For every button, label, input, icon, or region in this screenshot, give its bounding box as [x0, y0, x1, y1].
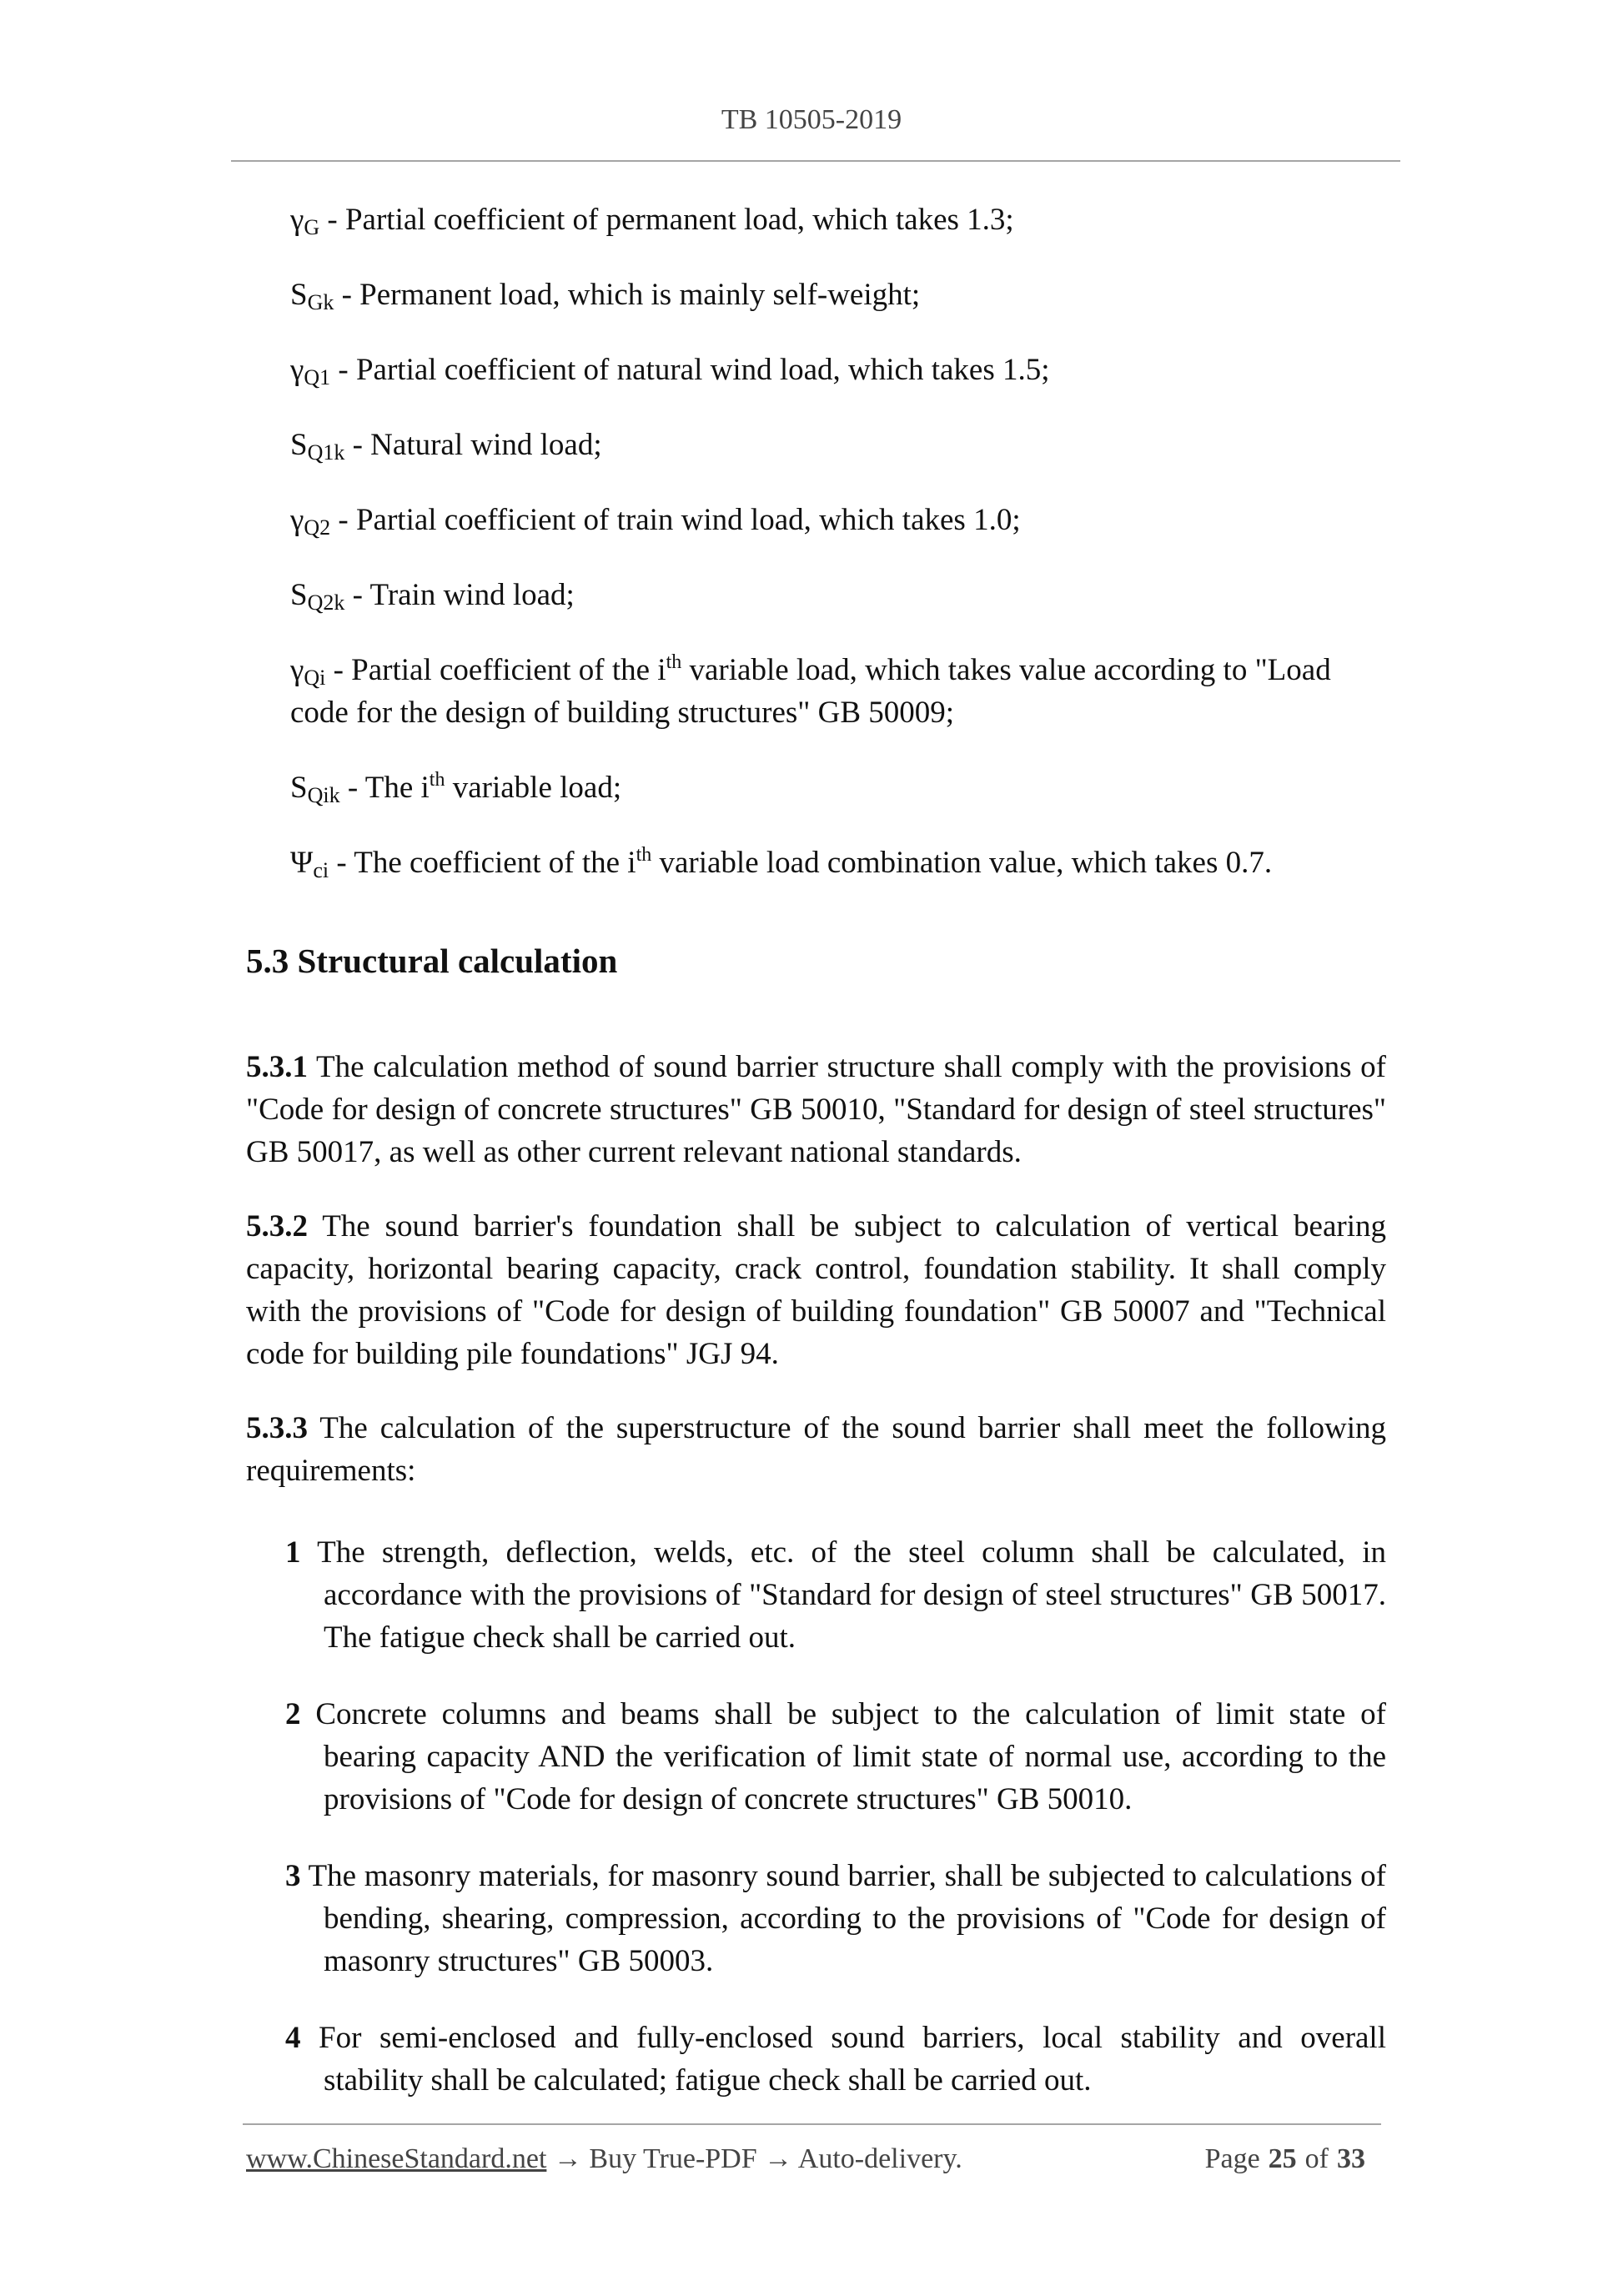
symbol-subscript: Q2	[304, 515, 331, 540]
symbol-subscript: Qi	[304, 666, 326, 690]
definition-item	[290, 649, 1388, 734]
clause-text: The calculation method of sound barrier structure shall comply with the provisions of "Code for design of concrete structures" GB 50010, "Standard for design of steel structures" GB 50017, as well as other current relevant national standards.	[246, 1050, 1386, 1169]
item-text: The masonry materials, for masonry sound barrier, shall be subjected to calculations of bending, shearing, compression, according to the provisions of "Code for design of masonry structures" GB 50003.	[300, 1859, 1386, 1978]
page-indicator	[1205, 2143, 1374, 2175]
list-item	[285, 2017, 1386, 2102]
symbol: S	[290, 771, 308, 805]
symbol: γ	[290, 503, 304, 537]
definition-text: - Partial coefficient of the i	[325, 653, 666, 687]
clauses	[246, 1046, 1386, 1524]
definition-text: - Permanent load, which is mainly self-weight;	[334, 278, 921, 312]
clause-number: 5.3.2	[246, 1209, 308, 1243]
page-label: Page	[1204, 2143, 1260, 2174]
page-total: 33	[1337, 2143, 1365, 2174]
of-label: of	[1304, 2143, 1329, 2174]
list-item	[285, 1855, 1386, 1982]
item-text: Concrete columns and beams shall be subject to the calculation of limit state of bearing capacity AND the verification of limit state of normal use, according to the provisions of "Code for design of concrete structures" GB 50010.	[300, 1697, 1386, 1816]
definition-text: - The i	[339, 771, 430, 805]
definition-text: - Train wind load;	[344, 578, 575, 612]
definition-text: - Natural wind load;	[344, 428, 602, 462]
clause-text: The sound barrier's foundation shall be subject to calculation of vertical bearing capacity, horizontal bearing capacity, crack control, foundation stability. It shall comply with the provisions of "Code for design of building foundation" GB 50007 and "Technical code for building pile foundations" JGJ 94.	[246, 1209, 1386, 1371]
clause-5-3-2	[246, 1205, 1386, 1375]
site-link[interactable]: www.ChineseStandard.net	[246, 2143, 547, 2174]
symbol: Ψ	[290, 846, 314, 880]
definition-text: - Partial coefficient of natural wind load, which takes 1.5;	[330, 353, 1050, 387]
clause-5-3-1	[246, 1046, 1386, 1173]
clause-text: The calculation of the superstructure of the sound barrier shall meet the following requirements:	[246, 1411, 1386, 1488]
item-number: 1	[285, 1535, 301, 1570]
page-current: 25	[1268, 2143, 1297, 2174]
symbol-subscript: G	[304, 215, 320, 239]
arrow-right-icon: →	[756, 2143, 798, 2174]
list-item	[285, 1693, 1386, 1821]
item-number: 2	[285, 1697, 301, 1731]
page-footer	[246, 2143, 1382, 2175]
item-text: For semi-enclosed and fully-enclosed sound barriers, local stability and overall stability shall be calculated; fatigue check shall be carried out.	[300, 2021, 1386, 2098]
symbol: S	[290, 578, 308, 612]
buy-text: Buy True-PDF	[589, 2143, 757, 2174]
item-text: The strength, deflection, welds, etc. of the steel column shall be calculated, in accordance with the provisions of "Standard for design of steel structures" GB 50017. The fatigue check shall be carried out.	[300, 1535, 1386, 1655]
symbol: S	[290, 428, 308, 462]
superscript: th	[429, 769, 445, 791]
definition-text: - Partial coefficient of train wind load, which takes 1.0;	[330, 503, 1021, 537]
definition-text: - The coefficient of the i	[329, 846, 636, 880]
definition-item	[290, 198, 1388, 241]
clause-number: 5.3.3	[246, 1411, 308, 1445]
footer-divider	[243, 2123, 1381, 2125]
symbol-subscript: Q2k	[307, 590, 345, 615]
definition-item	[290, 499, 1388, 541]
definition-item	[290, 349, 1388, 391]
definition-text: variable load, which takes value according to "Load code for the design of building structures" GB 50009;	[290, 653, 1331, 730]
symbol-definitions	[290, 198, 1388, 917]
document-header: TB 10505-2019	[721, 104, 902, 135]
definition-item	[290, 842, 1388, 884]
delivery-text: Auto-delivery.	[797, 2143, 962, 2174]
definition-text: variable load;	[445, 771, 622, 805]
definition-item	[290, 574, 1388, 616]
section-heading: 5.3 Structural calculation	[246, 942, 618, 980]
definition-text: - Partial coefficient of permanent load, which takes 1.3;	[319, 203, 1014, 237]
requirement-list	[285, 1531, 1386, 2136]
definition-item	[290, 424, 1388, 466]
symbol: S	[290, 278, 308, 312]
symbol-subscript: Gk	[307, 290, 334, 314]
symbol-subscript: ci	[313, 858, 329, 882]
symbol-subscript: Q1k	[307, 440, 345, 465]
symbol-subscript: Q1	[304, 365, 331, 389]
definition-text: variable load combination value, which takes 0.7.	[651, 846, 1273, 880]
superscript: th	[636, 844, 652, 866]
symbol-subscript: Qik	[307, 783, 340, 807]
superscript: th	[666, 651, 682, 673]
header-divider	[231, 160, 1400, 162]
symbol: γ	[290, 203, 304, 237]
symbol: γ	[290, 353, 304, 387]
clause-number: 5.3.1	[246, 1050, 308, 1084]
item-number: 4	[285, 2021, 301, 2055]
clause-5-3-3	[246, 1407, 1386, 1492]
definition-item	[290, 274, 1388, 316]
arrow-right-icon: →	[546, 2143, 590, 2174]
definition-item	[290, 766, 1388, 809]
symbol: γ	[290, 653, 304, 687]
list-item	[285, 1531, 1386, 1659]
item-number: 3	[285, 1859, 301, 1893]
